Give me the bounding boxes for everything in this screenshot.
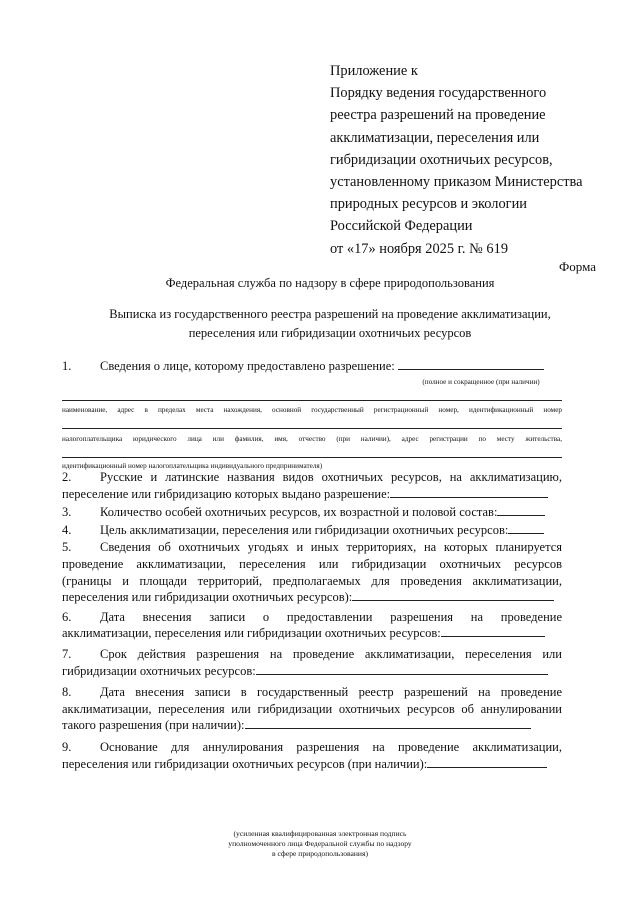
signature-note bbox=[190, 829, 450, 859]
item-number: 6. bbox=[62, 609, 72, 624]
item-line: такого разрешения (при наличии): bbox=[62, 718, 245, 733]
fill-line[interactable] bbox=[352, 599, 554, 601]
item-line: Цель акклиматизации, переселения или гибридизации охотничьих ресурсов: bbox=[100, 522, 509, 537]
item-number: 1. bbox=[62, 359, 72, 373]
item-line: Срок действия разрешения на проведение акклиматизации, переселения или bbox=[100, 646, 562, 661]
fill-line[interactable] bbox=[245, 727, 531, 729]
appendix-line: установленному приказом Министерства bbox=[330, 174, 583, 191]
item-line: Дата внесения записи о предоставлении разрешения на проведение bbox=[100, 609, 562, 624]
item-line: Сведения об охотничьих угодьях и иных территориях, на которых планируется bbox=[100, 540, 562, 555]
item-number: 4. bbox=[62, 522, 72, 537]
signature-line: в сфере природопользования) bbox=[271, 849, 369, 858]
item-line: переселение или гибридизацию которых выдано разрешение: bbox=[62, 486, 391, 501]
item-line: Русские и латинские названия видов охотничьих ресурсов, на акклиматизацию, bbox=[100, 470, 562, 484]
fill-line[interactable] bbox=[256, 673, 548, 675]
item-4 bbox=[62, 522, 562, 539]
fill-line[interactable] bbox=[398, 369, 544, 370]
item-line: проведение акклиматизации, переселения или гибридизации охотничьих ресурсов bbox=[62, 556, 562, 571]
item-line: переселения или гибридизации охотничьих ресурсов): bbox=[62, 590, 353, 605]
item-3 bbox=[62, 504, 562, 521]
title-line: переселения или гибридизации охотничьих ресурсов bbox=[188, 326, 472, 340]
appendix-line: Порядку ведения государственного bbox=[330, 85, 547, 102]
fill-line[interactable] bbox=[441, 635, 545, 637]
field-hint: налогоплательщика юридического лица или фамилия, имя, отчество (при наличии), адрес регистрации по месту жительства, bbox=[62, 435, 562, 443]
fill-line[interactable] bbox=[62, 428, 562, 429]
item-number: 8. bbox=[62, 685, 72, 700]
field-hint: (полное и сокращенное (при наличии) bbox=[422, 378, 540, 386]
item-line: (границы и площади территорий, предполагаемых для проведения акклиматизации, bbox=[62, 573, 562, 588]
item-line: Количество особей охотничьих ресурсов, их возрастной и половой состав: bbox=[100, 505, 498, 520]
item-number: 2. bbox=[62, 470, 72, 484]
appendix-line: реестра разрешений на проведение bbox=[330, 107, 546, 124]
fill-line[interactable] bbox=[390, 496, 548, 498]
item-8 bbox=[62, 684, 562, 734]
appendix-line: от «17» ноября 2025 г. № 619 bbox=[330, 240, 509, 257]
item-text: Сведения о лице, которому предоставлено разрешение: bbox=[100, 359, 395, 373]
item-9 bbox=[62, 739, 562, 772]
item-5 bbox=[62, 539, 562, 605]
items-list bbox=[62, 469, 562, 772]
item-1 bbox=[62, 359, 562, 374]
item-line: гибридизации охотничьих ресурсов: bbox=[62, 663, 256, 678]
appendix-line: Приложение к bbox=[330, 63, 418, 79]
appendix-line: природных ресурсов и экологии bbox=[330, 196, 527, 213]
document-title bbox=[40, 305, 620, 343]
item-line: акклиматизации, переселения или гибридизации охотничьих ресурсов: bbox=[62, 626, 441, 641]
appendix-block bbox=[330, 60, 630, 260]
item-2 bbox=[62, 469, 562, 502]
fill-line[interactable] bbox=[427, 766, 547, 768]
agency-name: Федеральная служба по надзору в сфере природопользования bbox=[165, 276, 495, 290]
item-line: акклиматизации, переселения или гибридизации охотничьих ресурсов об аннулировании bbox=[62, 701, 562, 716]
title-line: Выписка из государственного реестра разрешений на проведение акклиматизации, bbox=[109, 307, 551, 321]
appendix-line: гибридизации охотничьих ресурсов, bbox=[330, 151, 553, 168]
item-number: 3. bbox=[62, 505, 72, 520]
appendix-line: акклиматизации, переселения или bbox=[330, 129, 540, 146]
appendix-line: Российской Федерации bbox=[330, 218, 473, 235]
item-6 bbox=[62, 609, 562, 642]
form-label: Форма bbox=[559, 259, 596, 274]
item-number: 9. bbox=[62, 739, 72, 754]
item-line: переселения или гибридизации охотничьих ресурсов (при наличии): bbox=[62, 756, 428, 771]
item-line: Основание для аннулирования разрешения на проведение акклиматизации, bbox=[100, 739, 562, 754]
fill-line[interactable] bbox=[62, 457, 562, 458]
field-hint: наименование, адрес в пределах места нахождения, основной государственный регистрационный номер, идентификационный номер bbox=[62, 406, 562, 414]
field-hint: идентификационный номер налогоплательщика индивидуального предпринимателя) bbox=[62, 462, 323, 470]
fill-line[interactable] bbox=[62, 400, 562, 401]
signature-line: уполномоченного лица Федеральной службы по надзору bbox=[228, 839, 412, 848]
item-number: 5. bbox=[62, 540, 72, 555]
signature-line: (усиленная квалифицированная электронная подпись bbox=[233, 829, 407, 838]
item-number: 7. bbox=[62, 646, 72, 661]
item-line: Дата внесения записи в государственный реестр разрешений на проведение bbox=[100, 685, 562, 700]
item-7 bbox=[62, 646, 562, 679]
fill-line[interactable] bbox=[497, 514, 545, 516]
fill-line[interactable] bbox=[508, 532, 544, 534]
